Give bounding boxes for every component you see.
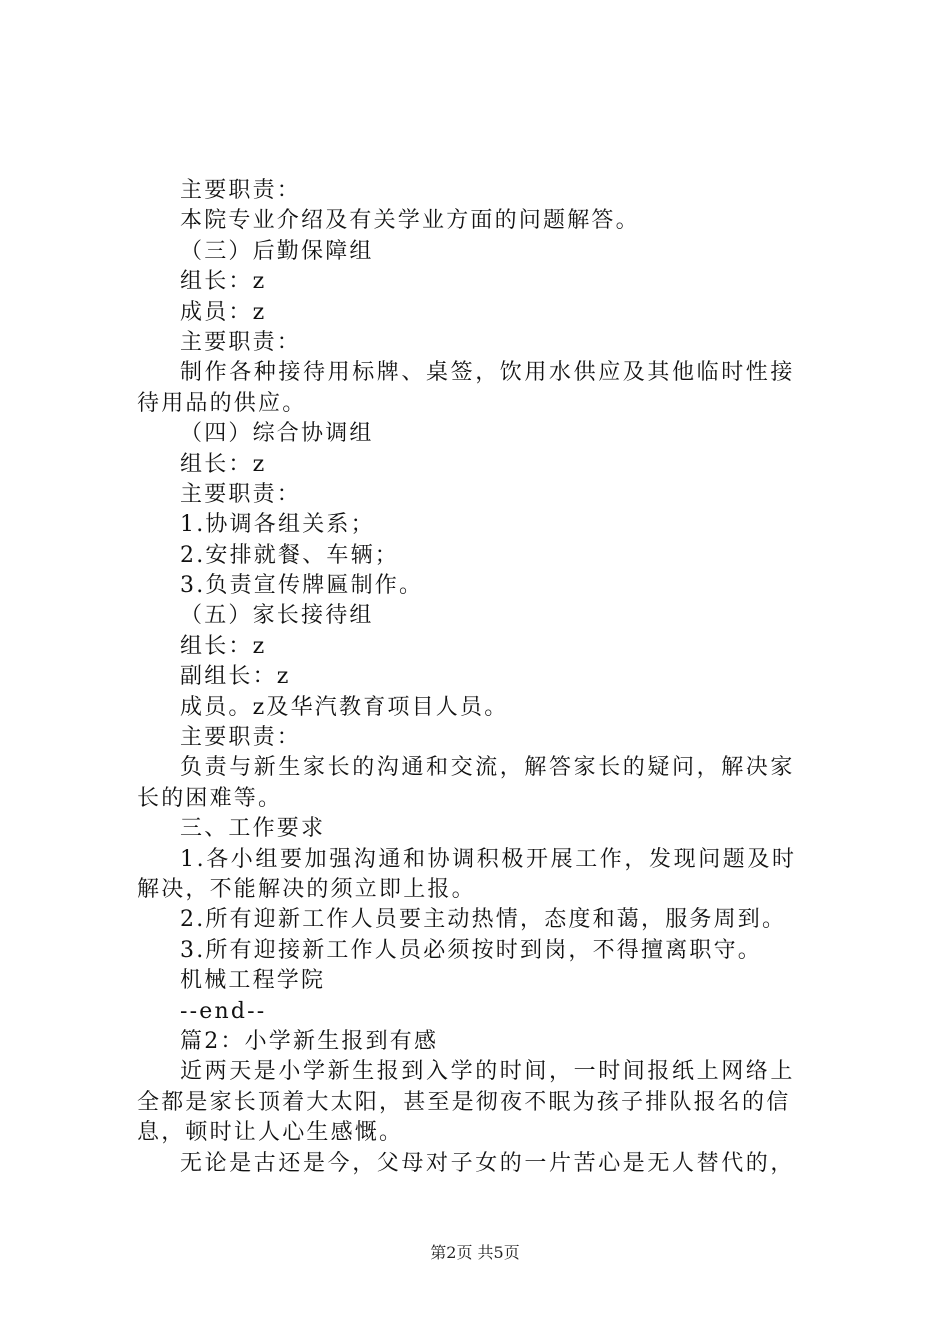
- text-line: 3.负责宣传牌匾制作。: [180, 573, 424, 599]
- text-line: 组长：z: [180, 633, 267, 659]
- text-line: 息，顿时让人心生感慨。: [137, 1120, 404, 1146]
- text-line: 主要职责：: [180, 178, 302, 203]
- text-line: 2.安排就餐、车辆；: [180, 542, 399, 568]
- text-line: （三）后勤保障组: [180, 238, 374, 264]
- text-line: 机械工程学院: [180, 968, 326, 994]
- text-line: （四）综合协调组: [180, 421, 374, 447]
- document-body: [137, 176, 835, 1179]
- text-line: 成员：z: [180, 299, 267, 325]
- text-line: 三、工作要求: [180, 816, 326, 842]
- text-line: 篇2：小学新生报到有感: [180, 1028, 439, 1054]
- text-line: --end--: [180, 998, 267, 1024]
- page-footer: 第2页 共5页: [430, 1243, 520, 1262]
- text-line: 制作各种接待用标牌、桌签，饮用水供应及其他临时性接: [180, 360, 796, 386]
- text-line: 待用品的供应。: [137, 390, 307, 416]
- text-line: 解决，不能解决的须立即上报。: [137, 876, 476, 902]
- text-line: 无论是古还是今，父母对子女的一片苦心是无人替代的，: [180, 1150, 796, 1176]
- text-line: （五）家长接待组: [180, 603, 374, 629]
- text-line: 近两天是小学新生报到入学的时间，一时间报纸上网络上: [180, 1059, 796, 1085]
- text-line: 本院专业介绍及有关学业方面的问题解答。: [180, 208, 640, 234]
- text-line: 长的困难等。: [137, 785, 283, 811]
- text-line: 主要职责：: [180, 329, 302, 355]
- text-line: 3.所有迎接新工作人员必须按时到岗，不得擅离职守。: [180, 937, 762, 963]
- text-line: 1.各小组要加强沟通和协调积极开展工作，发现问题及时: [180, 846, 797, 872]
- text-line: 2.所有迎新工作人员要主动热情，态度和蔼，服务周到。: [180, 907, 787, 933]
- text-line: 成员。z及华汽教育项目人员。: [180, 694, 509, 720]
- text-line: 负责与新生家长的沟通和交流，解答家长的疑问，解决家: [180, 755, 796, 781]
- text-line: 组长：z: [180, 269, 267, 295]
- text-line: 组长：z: [180, 451, 267, 477]
- text-line: 1.协调各组关系；: [180, 512, 375, 538]
- text-line: 主要职责：: [180, 725, 302, 751]
- text-line: 主要职责：: [180, 481, 302, 507]
- text-line: 全都是家长顶着大太阳，甚至是彻夜不眠为孩子排队报名的信: [137, 1089, 791, 1115]
- text-line: 副组长：z: [180, 664, 291, 690]
